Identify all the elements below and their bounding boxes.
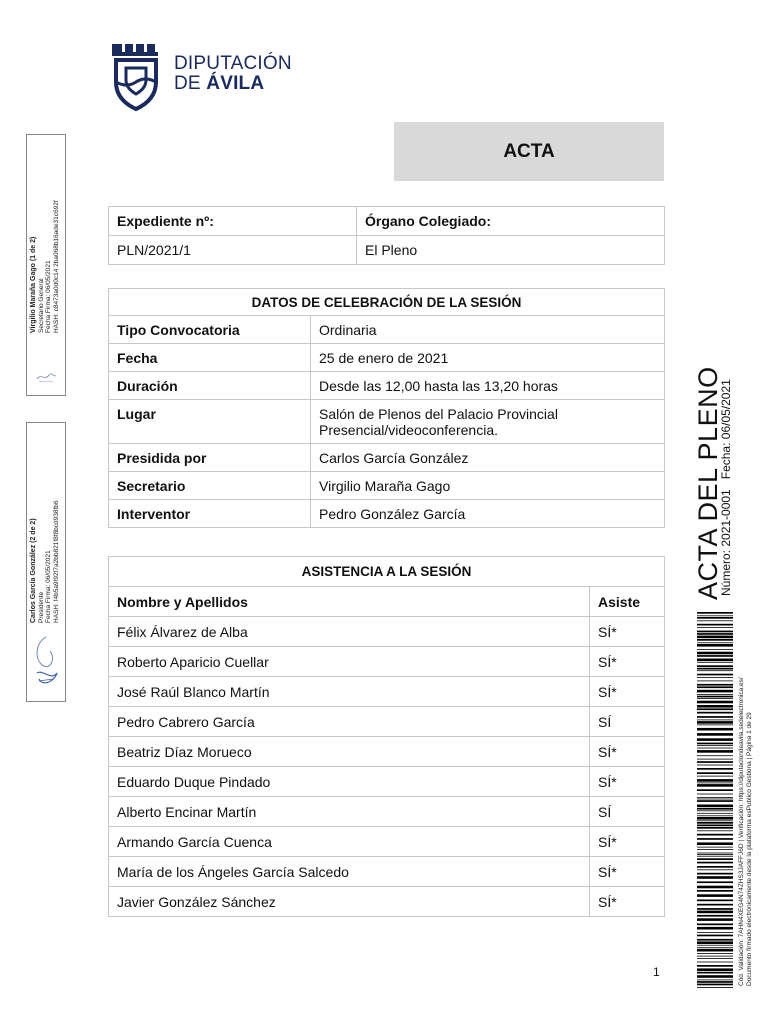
signature-box-secretario bbox=[26, 134, 66, 396]
brand-line1: DIPUTACIÓN bbox=[174, 53, 292, 74]
expediente-table bbox=[108, 206, 665, 265]
table-row bbox=[109, 827, 665, 857]
row-value: Pedro González García bbox=[311, 500, 665, 528]
row-value: Ordinaria bbox=[311, 316, 665, 344]
table-row bbox=[109, 344, 665, 372]
attendee-name: Félix Álvarez de Alba bbox=[109, 617, 590, 647]
table-row bbox=[109, 677, 665, 707]
attendee-asiste: SÍ* bbox=[590, 857, 665, 887]
table-row bbox=[109, 707, 665, 737]
castle-shield-icon bbox=[110, 42, 166, 112]
attendee-name: María de los Ángeles García Salcedo bbox=[109, 857, 590, 887]
row-label: Tipo Convocatoria bbox=[109, 316, 311, 344]
attendee-asiste: SÍ bbox=[590, 797, 665, 827]
attendee-name: Eduardo Duque Pindado bbox=[109, 767, 590, 797]
table-row bbox=[109, 857, 665, 887]
lugar-line2: Presencial/videoconferencia. bbox=[319, 422, 498, 438]
col-asiste-header: Asiste bbox=[590, 587, 665, 617]
attendee-name: Roberto Aparicio Cuellar bbox=[109, 647, 590, 677]
signature-scribble-icon bbox=[31, 633, 61, 693]
acta-numero: Número: 2021-0001 bbox=[719, 489, 733, 596]
table-row bbox=[109, 617, 665, 647]
table-row bbox=[109, 797, 665, 827]
asistencia-header: ASISTENCIA A LA SESIÓN bbox=[109, 557, 665, 587]
attendee-asiste: SÍ* bbox=[590, 737, 665, 767]
brand-line2-prefix: DE bbox=[174, 73, 207, 94]
brand-line2 bbox=[174, 74, 292, 94]
table-row bbox=[109, 767, 665, 797]
expediente-value-row bbox=[109, 236, 665, 265]
row-value: 25 de enero de 2021 bbox=[311, 344, 665, 372]
acta-label: ACTA DEL PLENO bbox=[693, 366, 723, 600]
row-value: Virgilio Maraña Gago bbox=[311, 472, 665, 500]
page-number: 1 bbox=[653, 965, 660, 979]
validation-line2: Documento firmado electrónicamente desde la plataforma esPublico Gestiona | Página 1 de 29 bbox=[746, 712, 753, 986]
organo-label: Órgano Colegiado: bbox=[357, 207, 665, 236]
acta-fecha: Fecha: 06/05/2021 bbox=[719, 379, 733, 480]
attendee-asiste: SÍ* bbox=[590, 647, 665, 677]
signer-name: Carlos García González (2 de 2) bbox=[30, 518, 37, 623]
document-title: ACTA bbox=[394, 122, 664, 181]
table-row bbox=[109, 372, 665, 400]
attendee-name: Alberto Encinar Martín bbox=[109, 797, 590, 827]
table-row bbox=[109, 887, 665, 917]
table-row bbox=[109, 647, 665, 677]
attendee-name: Armando García Cuenca bbox=[109, 827, 590, 857]
attendee-asiste: SÍ* bbox=[590, 677, 665, 707]
lugar-line1: Salón de Plenos del Palacio Provincial bbox=[319, 406, 558, 422]
signer-role: Secretario General bbox=[37, 278, 45, 333]
attendee-asiste: SÍ* bbox=[590, 887, 665, 917]
asistencia-table bbox=[108, 556, 665, 917]
celebracion-header: DATOS DE CELEBRACIÓN DE LA SESIÓN bbox=[109, 289, 665, 316]
attendee-name: José Raúl Blanco Martín bbox=[109, 677, 590, 707]
row-value: Desde las 12,00 hasta las 13,20 horas bbox=[311, 372, 665, 400]
validation-text bbox=[738, 677, 754, 986]
row-label: Lugar bbox=[109, 400, 311, 444]
row-label: Presidida por bbox=[109, 444, 311, 472]
signer-hash: HASH: f4b5a9f92f7a2bb821f8f8bcd938fb6 bbox=[52, 500, 60, 623]
row-label: Interventor bbox=[109, 500, 311, 528]
attendee-asiste: SÍ* bbox=[590, 827, 665, 857]
validation-line1: Cód. Validación: 7AHN4XEG4N74ZHS3JAFFJ6D | Verificación: https://diputaciondeavila.sedelectronica.es/ bbox=[738, 677, 745, 986]
signer-name: Virgilio Maraña Gago (1 de 2) bbox=[30, 236, 37, 333]
col-name-header: Nombre y Apellidos bbox=[109, 587, 590, 617]
signer-hash: HASH: c8473a0d0c14 2ba068b16ade31c692f bbox=[52, 200, 60, 333]
organo-value: El Pleno bbox=[357, 236, 665, 265]
brand-line2-bold: ÁVILA bbox=[206, 73, 265, 94]
attendee-asiste: SÍ* bbox=[590, 767, 665, 797]
table-row bbox=[109, 316, 665, 344]
celebracion-header-row bbox=[109, 289, 665, 316]
attendee-asiste: SÍ* bbox=[590, 617, 665, 647]
celebracion-table bbox=[108, 288, 665, 528]
attendee-asiste: SÍ bbox=[590, 707, 665, 737]
barcode-icon bbox=[697, 612, 733, 988]
table-row bbox=[109, 444, 665, 472]
diputacion-logo bbox=[110, 42, 310, 112]
row-label: Duración bbox=[109, 372, 311, 400]
row-value: Carlos García González bbox=[311, 444, 665, 472]
expediente-header-row bbox=[109, 207, 665, 236]
row-label: Secretario bbox=[109, 472, 311, 500]
table-row bbox=[109, 472, 665, 500]
attendee-name: Javier González Sánchez bbox=[109, 887, 590, 917]
acta-vertical-meta bbox=[719, 379, 733, 596]
row-label: Fecha bbox=[109, 344, 311, 372]
signer-date: Fecha Firma: 06/05/2021 bbox=[45, 550, 52, 623]
signature-text-presidente bbox=[30, 500, 60, 623]
table-row bbox=[109, 737, 665, 767]
asistencia-header-row bbox=[109, 557, 665, 587]
signature-scribble-icon bbox=[33, 367, 59, 387]
signer-date: Fecha Firma: 06/05/2021 bbox=[45, 260, 52, 333]
asistencia-column-header-row bbox=[109, 587, 665, 617]
signature-text-secretario bbox=[30, 200, 60, 333]
signature-box-presidente bbox=[26, 422, 66, 702]
attendee-name: Pedro Cabrero García bbox=[109, 707, 590, 737]
brand-name bbox=[174, 54, 292, 94]
table-row bbox=[109, 400, 665, 444]
row-value bbox=[311, 400, 665, 444]
attendee-name: Beatriz Díaz Morueco bbox=[109, 737, 590, 767]
signer-role: Presidente bbox=[37, 591, 45, 623]
expediente-value: PLN/2021/1 bbox=[109, 236, 357, 265]
table-row bbox=[109, 500, 665, 528]
expediente-label: Expediente nº: bbox=[109, 207, 357, 236]
